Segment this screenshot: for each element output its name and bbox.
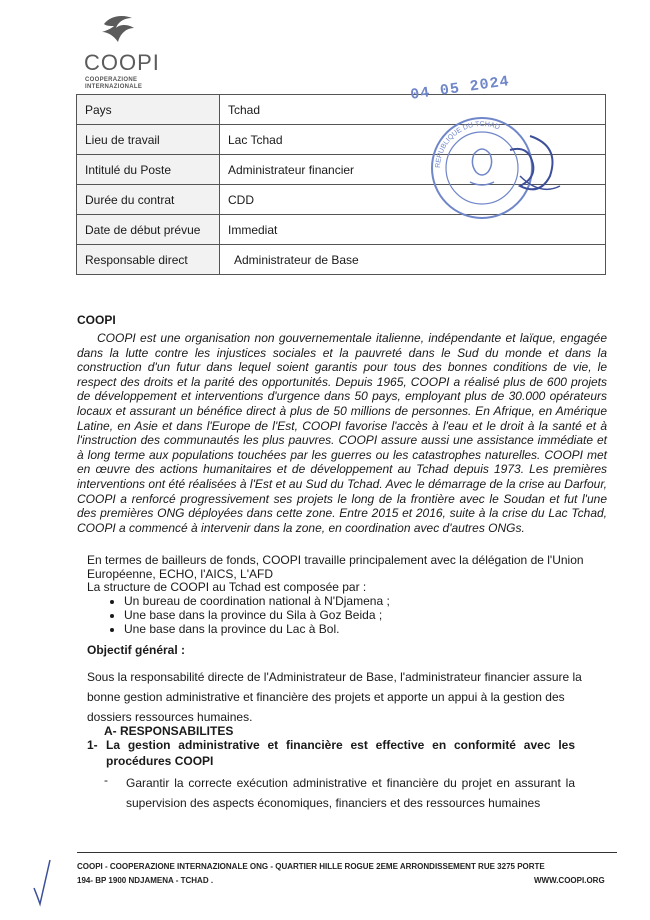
- row-label: Durée du contrat: [77, 185, 220, 215]
- row-label: Lieu de travail: [77, 125, 220, 155]
- table-row: [77, 245, 606, 275]
- coopi-logo: [82, 14, 160, 90]
- objective-title: Objectif général :: [87, 643, 186, 657]
- row-label: Intitulé du Poste: [77, 155, 220, 185]
- list-item: • Une base dans la province du Sila à Goz Beida ;: [124, 608, 390, 622]
- footer-address-cont: 194- BP 1900 NDJAMENA - TCHAD .: [77, 876, 214, 885]
- footer-divider: [77, 852, 617, 853]
- bases-list: [104, 594, 390, 636]
- row-value: Administrateur financier: [220, 155, 606, 185]
- item-text: La gestion administrative et financière est effective en conformité avec les procédures COOPI: [106, 738, 575, 768]
- row-label: Responsable direct: [77, 245, 220, 275]
- logo-subline: INTERNAZIONALE: [85, 84, 143, 90]
- row-label: Pays: [77, 95, 220, 125]
- responsibilities-heading: A- RESPONSABILITES: [104, 724, 234, 738]
- bird-icon: [100, 14, 136, 48]
- item-number: 1-: [87, 738, 98, 752]
- row-value: Administrateur de Base: [220, 245, 606, 275]
- row-value: Lac Tchad: [220, 125, 606, 155]
- logo-subline: COOPERAZIONE: [85, 77, 138, 83]
- logo-wordmark: COOPI: [84, 50, 160, 75]
- footer-website: WWW.COOPI.ORG: [534, 876, 605, 885]
- row-value: Immediat: [220, 215, 606, 245]
- stamp-ring-text: REPUBLIQUE DU TCHAD: [434, 120, 501, 169]
- dash-bullet: -: [104, 773, 108, 787]
- row-label: Date de début prévue: [77, 215, 220, 245]
- funding-paragraph: [87, 554, 607, 595]
- stamp-date: 04 05 2024: [409, 73, 511, 104]
- responsibility-detail: Garantir la correcte exécution administrative et financière du projet en assurant la supervision des aspects économiques, financiers et des ressources humaines: [126, 776, 575, 810]
- funding-text: En termes de bailleurs de fonds, COOPI travaille principalement avec la délégation de l'Union Européenne, ECHO, l'AICS, L'AFD: [87, 553, 584, 581]
- signature-mark: [30, 858, 52, 908]
- list-item: • Un bureau de coordination national à N'Djamena ;: [124, 594, 390, 608]
- list-item: • Une base dans la province du Lac à Bol.: [124, 622, 390, 636]
- official-stamp: [420, 96, 580, 236]
- footer-address: COOPI - COOPERAZIONE INTERNAZIONALE ONG - QUARTIER HILLE ROGUE 2EME ARRONDISSEMENT RUE 3275 PORTE: [77, 862, 545, 871]
- structure-intro: La structure de COOPI au Tchad est composée par :: [87, 580, 367, 594]
- row-value: CDD: [220, 185, 606, 215]
- responsibility-item: [87, 737, 575, 769]
- objective-text: Sous la responsabilité directe de l'Administrateur de Base, l'administrateur financier assure la bonne gestion administrative et financière des projets et apporte un appui à la gestion des dossiers ressources humaines.: [87, 670, 582, 724]
- section-title: COOPI: [77, 313, 116, 327]
- row-value: Tchad: [220, 95, 606, 125]
- coopi-description: COOPI est une organisation non gouvernementale italienne, indépendante et laïque, engagée dans la lutte contre les injustices sociales et la pauvreté dans le Sud du monde et dans la construction d'un futur dans lequel soient garantis pour tous des bonnes conditions de vie, le respect des droits et la parité des opportunités. Depuis 1965, COOPI a réalisé plus de 600 projets de développement et interventions d'urgence dans 50 pays, employant plus de 30.000 opérateurs locaux et assurant un bénéfice direct à plus de 50 millions de personnes. En Afrique, en Amérique Latine, en Asie et dans l'Europe de l'Est, COOPI favorise l'accès à l'eau et le droit à la santé et à l'instruction des communautés les plus pauvres. COOPI assure aussi une assistance immédiate et à long terme aux populations touchées par les guerres ou les catastrophes naturelles. COOPI met en œuvre des actions humanitaires et de développement au Tchad depuis 1973. Les premières interventions ont été réalisées à l'Est et au Sud du Tchad. Avec le démarrage de la crise au Darfour, COOPI a renforcé progressivement ses projets le long de la frontière avec le Soudan et fut l'une des premières ONG déployées dans cette zone. Entre 2015 et 2016, suite à la crise du Lac Tchad, COOPI a commencé à intervenir dans la zone, en coordination avec d'autres ONGs.: [77, 331, 607, 535]
